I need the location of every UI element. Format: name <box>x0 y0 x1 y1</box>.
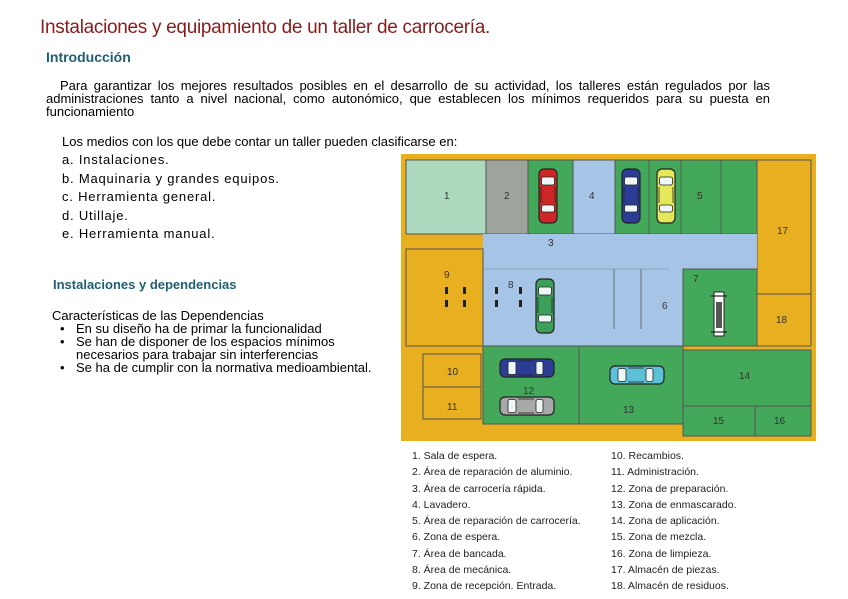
list-item: • Se ha de cumplir con la normativa medioambiental. <box>60 361 390 374</box>
car-green <box>536 279 554 333</box>
legend-item: 2. Área de reparación de aluminio. <box>412 466 573 479</box>
means-list <box>62 151 280 244</box>
legend-item: 4. Lavadero. <box>412 498 471 511</box>
zone-label: 7 <box>693 274 699 285</box>
legend-item: 14. Zona de aplicación. <box>611 515 720 528</box>
legend-item: 12. Zona de preparación. <box>611 482 729 495</box>
zone-label: 12 <box>523 386 535 397</box>
list-item: a. Instalaciones. <box>62 152 170 167</box>
zone-label: 14 <box>739 371 751 382</box>
zone-label: 5 <box>697 191 703 202</box>
plan-legend-left <box>412 449 581 596</box>
legend-item: 11. Administración. <box>611 466 699 479</box>
characteristics-list <box>60 322 390 374</box>
legend-item: 16. Zona de limpieza. <box>611 547 712 560</box>
legend-item: 3. Área de carrocería rápida. <box>412 482 546 495</box>
zone-label: 2 <box>504 191 510 202</box>
list-item: b. Maquinaria y grandes equipos. <box>62 170 280 186</box>
zone-label: 17 <box>777 226 789 237</box>
zone-9 <box>406 249 483 346</box>
zone-label: 16 <box>774 416 786 427</box>
zone-label: 4 <box>589 191 595 202</box>
zone-label: 10 <box>447 367 459 378</box>
list-item: d. Utillaje. <box>62 207 129 223</box>
zone-label: 11 <box>447 402 458 413</box>
legend-item: 7. Área de bancada. <box>412 547 507 560</box>
page-title: Instalaciones y equipamiento de un taller de carrocería. <box>40 17 491 38</box>
list-item: c. Herramienta general. <box>62 189 217 204</box>
zone-label: 9 <box>444 270 450 281</box>
zone-label: 6 <box>662 301 668 312</box>
list-item: e. Herramienta manual. <box>62 226 216 241</box>
zone-label: 1 <box>444 191 450 202</box>
car-cyan <box>610 366 664 384</box>
legend-item: 17. Almacén de piezas. <box>611 564 720 577</box>
car-blue-prep <box>500 359 554 377</box>
intro-paragraph: Para garantizar los mejores resultados posibles en el desarrollo de su actividad, los talleres están regulados por las administraciones tanto a nivel nacional, como autonómico, que establecen los mínimos requeridos para su puesta en funcionamiento <box>46 78 770 119</box>
legend-item: 13. Zona de enmascarado. <box>611 498 737 511</box>
zone-label: 8 <box>508 280 514 291</box>
list-item: • En su diseño ha de primar la funcionalidad <box>60 322 390 335</box>
legend-item: 9. Zona de recepción. Entrada. <box>412 580 557 593</box>
zone-label: 18 <box>776 315 788 326</box>
legend-item: 10. Recambios. <box>611 450 684 462</box>
car-yellow <box>657 169 675 223</box>
intro-lead: Los medios con los que debe contar un taller pueden clasificarse en: <box>62 134 458 149</box>
zone-label: 13 <box>623 405 635 416</box>
car-grey-prep <box>500 397 554 415</box>
legend-item: 18. Almacén de residuos. <box>611 580 729 593</box>
section-subtitle: Características de las Dependencias <box>52 308 264 323</box>
workshop-floor-plan <box>401 154 816 441</box>
plan-legend-right <box>611 449 737 596</box>
zone-label: 15 <box>713 416 725 427</box>
car-blue <box>622 169 640 223</box>
zone-label: 3 <box>548 238 554 249</box>
list-item: • Se han de disponer de los espacios mínimos necesarios para trabajar sin interferencias <box>60 335 390 361</box>
section-heading-introduccion: Introducción <box>46 49 131 65</box>
section-heading-instalaciones: Instalaciones y dependencias <box>53 277 237 292</box>
legend-item: 8. Área de mecánica. <box>412 564 512 577</box>
legend-item: 1. Sala de espera. <box>412 450 498 462</box>
legend-item: 5. Área de reparación de carrocería. <box>412 515 581 528</box>
car-red <box>539 169 557 223</box>
legend-item: 15. Zona de mezcla. <box>611 531 707 544</box>
legend-item: 6. Zona de espera. <box>412 531 501 544</box>
